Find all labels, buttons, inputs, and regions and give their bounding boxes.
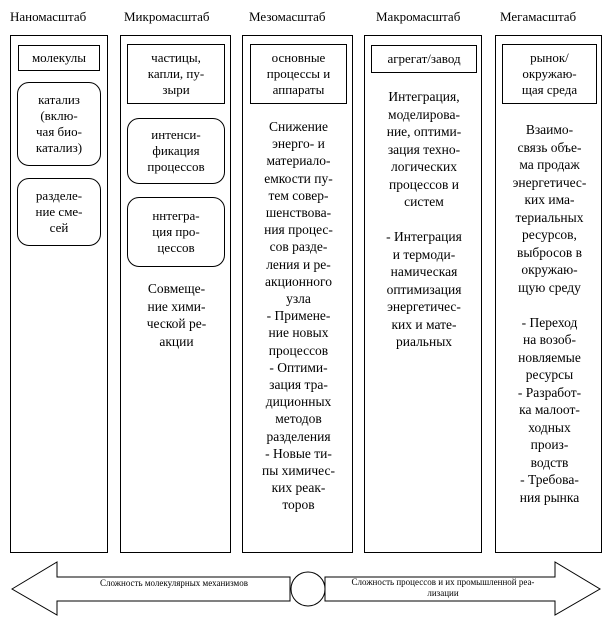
box-market: [502, 44, 597, 104]
box-particles-label: частицы, капли, пу- зыри: [147, 50, 205, 97]
header-macro: Макромасштаб: [376, 9, 461, 24]
header-meso: Мезомасштаб: [249, 9, 326, 24]
box-intensification: [127, 118, 225, 184]
mega-text: Взаимо- связь объе- ма продаж энергетичес- ких има- териальных ресурсов, выбросов в окружаю- щую среду - Переход на возоб- новляемые ресурсы - Разработ- ка малоот- ходных произ- водств - Требова- ния рынка: [512, 122, 587, 505]
header-mega: Мегамасштаб: [500, 9, 577, 24]
box-molecules-label: молекулы: [31, 50, 87, 65]
box-integration-label: ннтегра- ция про- цессов: [152, 208, 200, 255]
header-micro: Микромасштаб: [124, 9, 210, 24]
micro-text: Совмеще- ние хими- ческой ре- акции: [146, 281, 207, 349]
column-nano: [10, 35, 108, 553]
box-catalysis: [17, 82, 101, 166]
column-macro: [364, 35, 482, 553]
box-catalysis-label: катализ (вклю- чая био- катализ): [35, 92, 83, 155]
column-mega: [495, 35, 602, 553]
center-circle: [291, 572, 325, 606]
box-plant-label: агрегат/завод: [387, 51, 461, 66]
box-particles: [127, 44, 225, 104]
macro-text: Интеграция, моделирова- ние, оптими- зация техно- логических процессов и систем - Интеграция и термоди- намическая оптимизация энергетичес- ких и мате- риальных: [386, 89, 462, 349]
arrow-right-label: Сложность процессов и их промышленной реа- лизации: [351, 577, 535, 598]
box-plant: [371, 45, 477, 73]
box-molecules: [18, 45, 100, 71]
box-market-label: рынок/ окружаю- щая среда: [521, 50, 578, 97]
box-integration: [127, 197, 225, 267]
box-separation: [17, 178, 101, 246]
box-processes-label: основные процессы и аппараты: [266, 50, 331, 97]
column-meso: [242, 35, 353, 553]
header-nano: Наномасштаб: [10, 9, 87, 24]
box-intensification-label: интенси- фикация процессов: [147, 127, 205, 174]
arrow-left-label: Сложность молекулярных механизмов: [100, 578, 248, 588]
box-processes: [250, 44, 347, 104]
box-separation-label: разделе- ние сме- сей: [35, 188, 83, 235]
meso-text: Снижение энерго- и материало- емкости пу- тем совер- шенствова- ния процес- сов разде- ления и ре- акционного узла - Примене- ние новых процессов - Оптими- зация тра- диционных методов разделения - Новые ти- пы химичес- ких реак- торов: [261, 119, 336, 513]
column-micro: [120, 35, 231, 553]
